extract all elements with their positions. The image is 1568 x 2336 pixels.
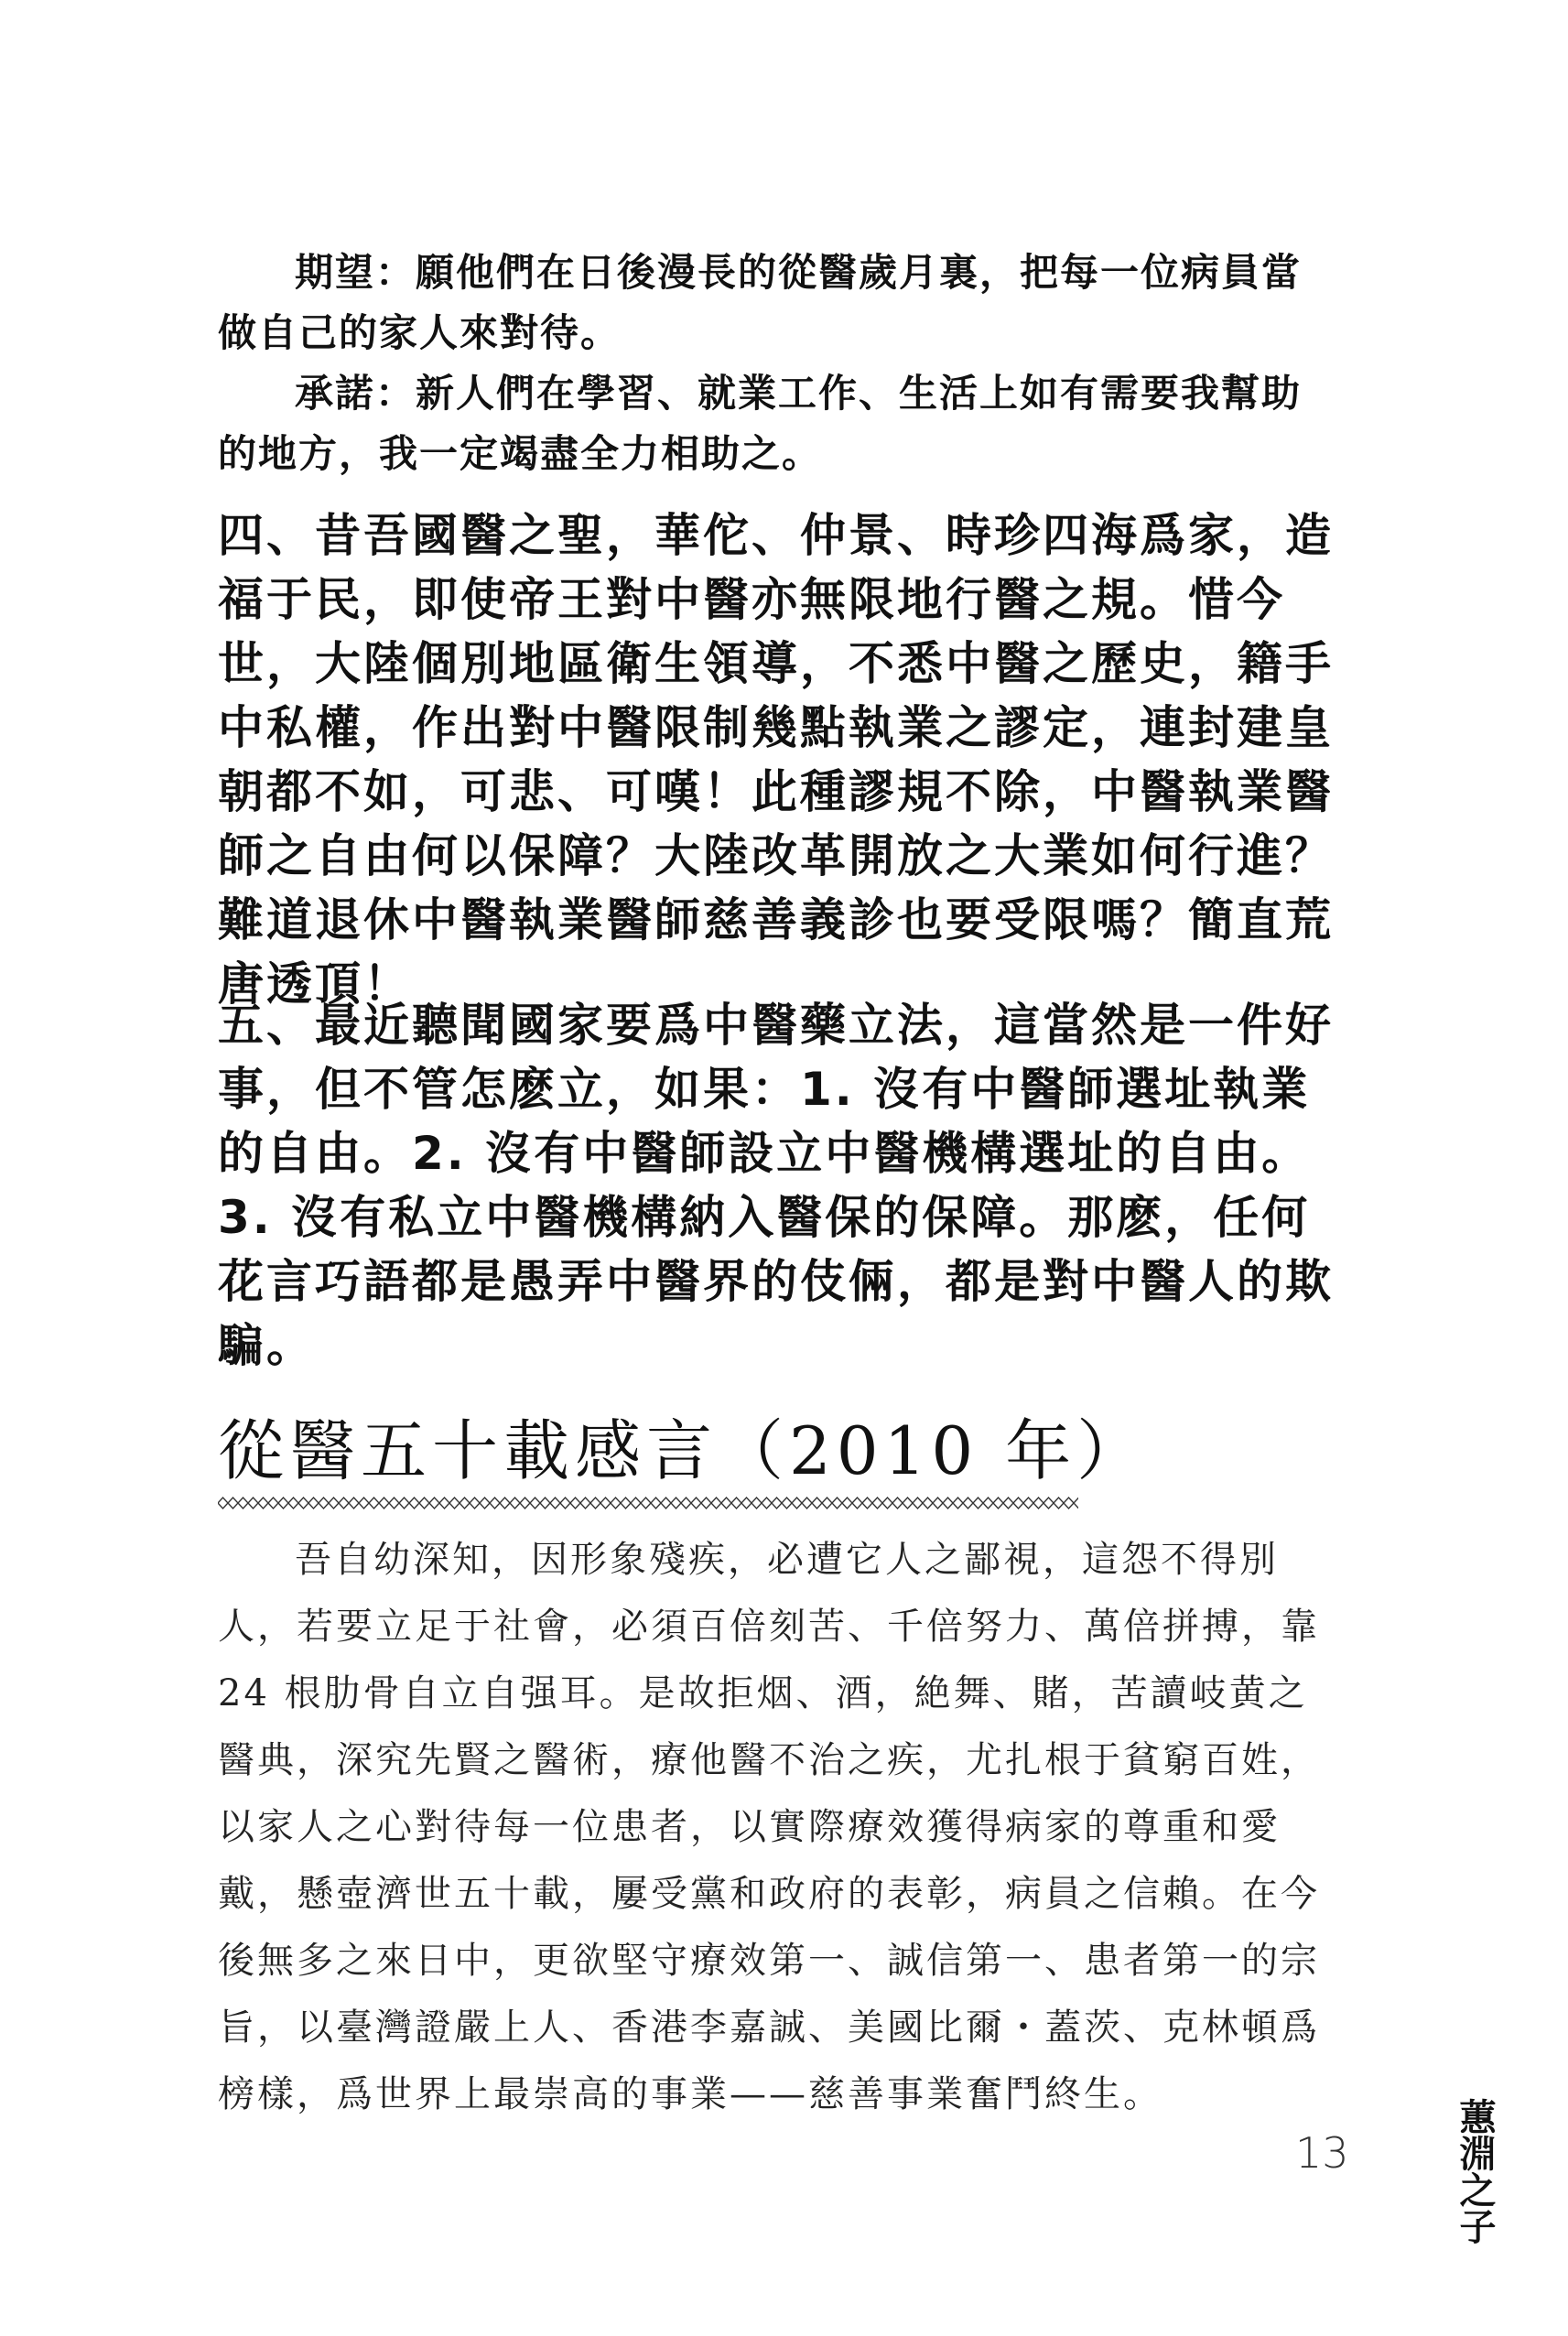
point-four [218, 503, 1335, 1016]
page-number: 13 [1295, 2128, 1349, 2178]
point-five-text: 五、最近聽聞國家要爲中醫藥立法，這當然是一件好事，但不管怎麽立，如果：1. 沒有中醫師選址執業的自由。2. 沒有中醫師設立中醫機構選址的自由。3. 沒有私立中醫機構納入醫保的保障。那麽，任何花言巧語都是愚弄中醫界的伎倆，都是對中醫人的欺騙。 [218, 999, 1334, 1372]
intro-paragraph-promise: 承諾：新人們在學習、就業工作、生活上如有需要我幫助的地方，我一定竭盡全力相助之。 [218, 371, 1303, 476]
point-four-text: 四、昔吾國醫之聖，華佗、仲景、時珍四海爲家，造福于民，即使帝王對中醫亦無限地行醫之規。惜今世，大陸個別地區衛生領導，不悉中醫之歷史，籍手中私權，作出對中醫限制幾點執業之謬定，連封建皇朝都不如，可悲、可嘆！此種謬規不除，中醫執業醫師之自由何以保障？大陸改革開放之大業如何行進？難道退休中醫執業醫師慈善義診也要受限嗎？簡直荒唐透頂！ [218, 509, 1334, 1011]
section-body-paragraph: 吾自幼深知，因形象殘疾，必遭它人之鄙視，這怨不得別人，若要立足于社會，必須百倍刻苦、千倍努力、萬倍拼搏，靠 24 根肋骨自立自强耳。是故拒烟、酒，絶舞、賭，苦讀岐黄之醫典，深究先賢之醫術，療他醫不治之疾，尤扎根于貧窮百姓，以家人之心對待每一位患者，以實際療效獲得病家的尊重和愛戴，懸壺濟世五十載，屢受黨和政府的表彰，病員之信賴。在今後無多之來日中，更欲堅守療效第一、誠信第一、患者第一的宗旨，以臺灣證嚴上人、香港李嘉誠、美國比爾・蓋茨、克林頓爲榜樣，爲世界上最崇高的事業——慈善事業奮鬥終生。 [218, 1539, 1320, 2115]
section-heading: 從醫五十載感言（2010 年） [218, 1412, 1149, 1489]
intro-paragraphs [218, 243, 1335, 484]
book-title-side-label: 蕙淵之子 [1454, 2098, 1496, 2244]
diamond-divider [218, 1494, 1078, 1512]
section-body [218, 1527, 1335, 2128]
point-five [218, 993, 1335, 1378]
intro-paragraph-expectation: 期望：願他們在日後漫長的從醫歲月裏，把每一位病員當做自己的家人來對待。 [218, 250, 1303, 355]
